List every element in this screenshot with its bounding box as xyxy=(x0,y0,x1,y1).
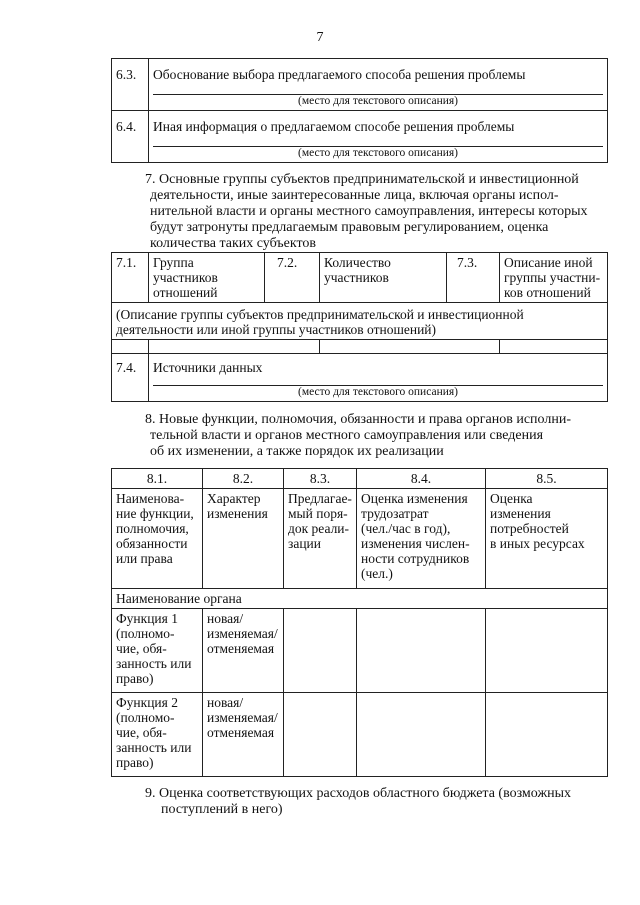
cell-line: Группа xyxy=(153,255,194,270)
section8-table xyxy=(111,468,608,777)
cell-line: участников xyxy=(153,270,218,285)
cell-line: ков отношений xyxy=(504,285,591,300)
cell-line: деятельности или иной группы участников отношений) xyxy=(116,322,437,337)
section7-heading xyxy=(145,172,615,252)
placeholder-hint: (место для текстового описания) xyxy=(153,146,603,160)
table-row xyxy=(112,354,608,402)
cell-line: право) xyxy=(116,671,154,686)
cell-line: Наименова- xyxy=(116,491,185,506)
empty-cell xyxy=(486,609,608,693)
cell-line: (чел./час в год), xyxy=(361,521,451,536)
cell-line: Функция 1 xyxy=(116,611,178,626)
cell-line: трудозатрат xyxy=(361,506,429,521)
cell-line: изменения xyxy=(207,506,268,521)
cell-line: полномочия, xyxy=(116,521,189,536)
cell-line: (полномо- xyxy=(116,710,175,725)
cell-line: Характер xyxy=(207,491,261,506)
section7-table xyxy=(111,252,608,402)
table-row xyxy=(112,111,608,163)
cell-line: занность или xyxy=(116,740,192,755)
heading-line: нительной власти и органы местного самоуправления, интересы которых xyxy=(150,204,588,219)
cell-line: отменяемая xyxy=(207,641,275,656)
group-description xyxy=(112,303,608,340)
table-row xyxy=(112,489,608,589)
cell-7-1-label xyxy=(149,253,265,303)
cell-line: право) xyxy=(116,755,154,770)
cell-line: потребностей xyxy=(490,521,569,536)
column-number: 8.3. xyxy=(284,469,357,489)
header-cell xyxy=(357,489,486,589)
heading-line: поступлений в него) xyxy=(161,802,283,817)
table-row xyxy=(112,609,608,693)
table-row xyxy=(112,59,608,111)
heading-line: 7. Основные группы субъектов предпринимательской и инвестиционной xyxy=(145,172,579,187)
cell-line: новая/ xyxy=(207,611,244,626)
header-cell xyxy=(284,489,357,589)
empty-cell xyxy=(284,609,357,693)
cell-line: зации xyxy=(288,536,321,551)
empty-cell xyxy=(500,340,608,354)
empty-cell xyxy=(357,609,486,693)
organ-name-row: Наименование органа xyxy=(112,589,608,609)
cell-line: (Описание группы субъектов предпринимательской и инвестиционной xyxy=(116,307,524,322)
row-title: Источники данных xyxy=(153,360,263,375)
heading-line: будут затронуты предлагаемым правовым регулированием, оценка xyxy=(150,220,549,235)
cell-7-4-num: 7.4. xyxy=(112,354,149,402)
heading-line: об их изменении, а также порядок их реализации xyxy=(150,444,444,459)
cell-line: изменяемая/ xyxy=(207,626,278,641)
section8-heading xyxy=(145,412,615,460)
heading-line: количества таких субъектов xyxy=(150,236,316,251)
row-content xyxy=(149,111,608,163)
cell-line: обязанности xyxy=(116,536,188,551)
cell-7-4-content xyxy=(149,354,608,402)
cell-line: изменяемая/ xyxy=(207,710,278,725)
column-number: 8.1. xyxy=(112,469,203,489)
column-number: 8.4. xyxy=(357,469,486,489)
empty-cell xyxy=(112,340,149,354)
page-number: 7 xyxy=(316,30,324,45)
cell-line: в иных ресурсах xyxy=(490,536,585,551)
heading-line: деятельности, иные заинтересованные лица, включая органы испол- xyxy=(150,188,559,203)
cell-line: Оценка изменения xyxy=(361,491,468,506)
table-row xyxy=(112,303,608,340)
empty-cell xyxy=(486,693,608,777)
empty-cell xyxy=(149,340,320,354)
cell-line: изменения числен- xyxy=(361,536,470,551)
section6-table xyxy=(111,58,608,163)
cell-7-2-num: 7.2. xyxy=(265,253,320,303)
table-row xyxy=(112,589,608,609)
cell-7-1-num: 7.1. xyxy=(112,253,149,303)
cell-line: изменения xyxy=(490,506,551,521)
column-number: 8.2. xyxy=(203,469,284,489)
empty-cell xyxy=(284,693,357,777)
cell-7-3-label xyxy=(500,253,608,303)
placeholder-hint: (место для текстового описания) xyxy=(153,385,603,399)
change-type-cell xyxy=(203,693,284,777)
row-content xyxy=(149,59,608,111)
column-number: 8.5. xyxy=(486,469,608,489)
cell-line: группы участни- xyxy=(504,270,601,285)
function-name-cell xyxy=(112,693,203,777)
cell-line: ние функции, xyxy=(116,506,194,521)
header-cell xyxy=(486,489,608,589)
cell-line: отношений xyxy=(153,285,218,300)
heading-line: 8. Новые функции, полномочия, обязанности и права органов исполни- xyxy=(145,412,571,427)
cell-line: чие, обя- xyxy=(116,641,167,656)
cell-line: Предлагае- xyxy=(288,491,352,506)
cell-line: отменяемая xyxy=(207,725,275,740)
cell-7-2-label xyxy=(320,253,447,303)
table-row xyxy=(112,469,608,489)
cell-line: участников xyxy=(324,270,389,285)
heading-line: 9. Оценка соответствующих расходов областного бюджета (возможных xyxy=(145,786,572,801)
row-title: Обоснование выбора предлагаемого способа решения проблемы xyxy=(153,67,526,82)
cell-line: занность или xyxy=(116,656,192,671)
cell-line: ности сотрудников xyxy=(361,551,470,566)
cell-line: Описание иной xyxy=(504,255,593,270)
cell-line: (чел.) xyxy=(361,566,393,581)
cell-line: Функция 2 xyxy=(116,695,178,710)
table-row xyxy=(112,340,608,354)
header-cell xyxy=(112,489,203,589)
cell-line: Количество xyxy=(324,255,391,270)
row-number: 6.4. xyxy=(112,111,149,163)
header-cell xyxy=(203,489,284,589)
empty-cell xyxy=(357,693,486,777)
row-title: Иная информация о предлагаемом способе решения проблемы xyxy=(153,119,515,134)
change-type-cell xyxy=(203,609,284,693)
cell-line: или права xyxy=(116,551,173,566)
empty-cell xyxy=(320,340,500,354)
row-number: 6.3. xyxy=(112,59,149,111)
table-row xyxy=(112,253,608,303)
cell-line: чие, обя- xyxy=(116,725,167,740)
cell-line: новая/ xyxy=(207,695,244,710)
cell-line: док реали- xyxy=(288,521,350,536)
cell-7-3-num: 7.3. xyxy=(447,253,500,303)
heading-line: тельной власти и органов местного самоуправления или сведения xyxy=(150,428,544,443)
function-name-cell xyxy=(112,609,203,693)
cell-line: Оценка xyxy=(490,491,533,506)
placeholder-hint: (место для текстового описания) xyxy=(153,94,603,108)
cell-line: (полномо- xyxy=(116,626,175,641)
cell-line: мый поря- xyxy=(288,506,348,521)
section9-heading xyxy=(145,786,620,818)
table-row xyxy=(112,693,608,777)
